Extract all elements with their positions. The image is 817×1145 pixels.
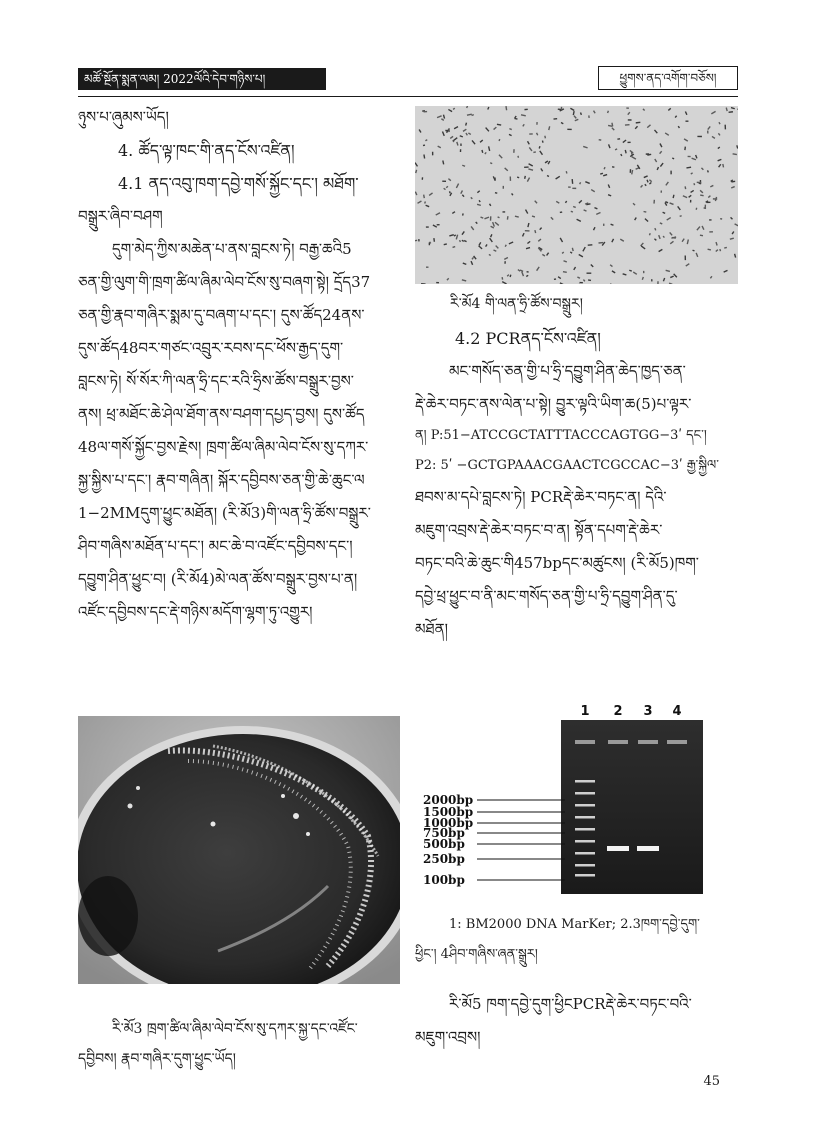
figure5-caption-line1: རི་མོ5 ཁག་དབྱེ་དུག་ཕྱིངPCRརྡེ་ཆེར་བཏང་བའི་ (449, 995, 692, 1013)
marker-label: 750bp (423, 826, 465, 840)
paragraph-culture (78, 233, 400, 629)
gel-electrophoresis-image (415, 700, 738, 900)
subsection-heading-4-2: 4.2 PCRནད་ངོས་འཛིན། (455, 329, 601, 348)
text-line: བཏང་བའི་ཆེ་ཆུང་གི457bpདང་མཚུངས། (རི་མོ5)ཁག་ (415, 554, 699, 572)
text-line: 48ལ་གསོ་སྐྱོང་བྱས་རྗེས། ཁྲག་ཚིལ་ཞིམ་ལེབ་ངོས་སུ་དཀར་ (78, 438, 369, 456)
lane-number-4: 4 (672, 704, 682, 719)
marker-label: 1000bp (423, 816, 474, 830)
text-line: མཐོན། (415, 620, 448, 638)
ladder-band (575, 828, 595, 831)
gel-well (575, 740, 595, 744)
text-line: ཐབས་མ་དཔེ་བླངས་ཏེ། PCRརྡེ་ཆེར་བཏང་ན། དེའི་ (415, 488, 667, 506)
text-line: དུས་ཚོད48བར་གཙང་འབྲུར་རབས་དང་ཕོས་རྒྱད་དུག་ (78, 339, 344, 357)
text-line: ཅན་གྱི་རྣབ་གཞིར་སྨམ་དུ་བཞག་པ་དང་། དུས་ཚོད24ནས་ (78, 306, 365, 324)
figure3-caption-line2: དབྱིབས། རྣབ་གཞིར་དུག་ཕྱུང་ཡོད། (78, 1051, 236, 1067)
figure3-caption (78, 1014, 400, 1074)
bacteria-stain-image (415, 106, 738, 284)
right-column (415, 322, 739, 646)
text-line: དུག་མེད་ཀྱིས་མཆེན་པ་ནས་བླངས་ཏེ། བརྒྱ་ཆའི5 (112, 240, 352, 258)
text-line: བླངས་ཏེ། སོ་སོར་ཀི་ལན་ཧྲི་དང་རའི་ཧྲིས་ཚོས་བསྒྲུར་བྱས་ (78, 372, 354, 390)
section-title-box: ཕྱུགས་ནད་འགོག་བཅོས། (598, 66, 738, 90)
lane-number-1: 1 (580, 704, 590, 719)
ladder-band (575, 864, 595, 867)
ladder-band (575, 840, 595, 843)
figure3-caption-line1: རི་མོ3 ཁྲག་ཚིལ་ཞིམ་ལེབ་ངོས་སུ་དཀར་སྐྱ་དང་འཛོང་ (112, 1021, 358, 1037)
figure5-caption-line2: མཇུག་འབྲས། (415, 1028, 481, 1046)
text-line: ནས། ཕྲ་མཐོང་ཆེ་ཤེལ་ཐོག་ནས་བཤག་དཔྱད་བྱས། དུས་ཚོད (78, 405, 365, 423)
text-line: དབྱེ་ཕྲ་ཕྱུང་བ་ནི་མང་གསོད་ཅན་གྱི་པ་ཧྲི་དབྱུག་ཤིན་དུ་ (415, 587, 678, 605)
subsection-heading-4-1: 4.1 ནད་འབུ་ཁག་དབྱེ་གསོ་སྐྱོང་དང་། མཐོག་ (118, 174, 359, 193)
gel-well (608, 740, 628, 744)
text-line: ཅན་གྱི་ལུག་གི་ཁྲག་ཚིལ་ཞིམ་ལེབ་ངོས་སུ་བཞག་སྟེ། དྲོད37 (78, 273, 371, 291)
text-line: ཤིབ་གཞིས་མཐོན་པ་དང་། མང་ཆེ་བ་འཛོང་དབྱིབས་དང་། (78, 537, 353, 555)
marker-label: 2000bp (423, 793, 474, 807)
lane-number-3: 3 (643, 704, 653, 719)
ladder-band (575, 874, 595, 877)
paragraph-continued: ཉུས་པ་ཞུམས་ཡོད། (78, 108, 169, 126)
primer-line-1: ན། P:51−ATCCGCTATTTACCCAGTGG−3ʹ དང་། (415, 428, 707, 443)
primer-line-2: P2: 5ʹ −GCTGPAAACGAACTCGCCAC−3ʹ རྒྱ་སྐྱིལ་ (415, 458, 719, 473)
text-line: སྐྱ་སྐྱིས་པ་དང་། རྣབ་གཞིན། སྐོར་དབྱིབས་ཅན་གྱི་ཆེ་ཆུང་ལ (78, 471, 365, 489)
petri-dish-image (78, 716, 400, 984)
text-line: མང་གསོད་ཅན་གྱི་པ་ཧྲི་དབྱུག་ཤིན་ཆེད་ཁྱད་ཅན་ (449, 362, 686, 380)
gel-well (667, 740, 687, 744)
figure5-gel (415, 700, 738, 900)
figure4-microscopy-photo (415, 106, 738, 284)
ladder-band (575, 780, 595, 783)
sample-band-lane-2 (607, 846, 629, 851)
ladder-band (575, 804, 595, 807)
sample-band-lane-3 (637, 846, 659, 851)
gel-background (561, 720, 703, 894)
text-line: འཛོང་དབྱིབས་དང་རྡེ་གཉིས་མདོག་ལྷག་ཏུ་འགྱུར། (78, 603, 313, 621)
section-heading-4: 4. ཚོད་ལྟ་ཁང་གི་ནད་ངོས་འཛིན། (118, 141, 295, 160)
figure5-caption (415, 988, 739, 1054)
lane-number-2: 2 (613, 704, 623, 719)
left-column (78, 101, 400, 629)
marker-label: 100bp (423, 873, 465, 887)
figure5-legend (415, 910, 739, 970)
text-line: མཇུག་འབྲས་རྡེ་ཆེར་བཏང་བ་ན། སྟོན་དཔག་རྡེ་ཆེར་ (415, 521, 663, 539)
figure3-plate-photo (78, 716, 400, 984)
figure5-legend-line1: 1: BM2000 DNA MarKer; 2.3ཁག་དབྱེ་དུག་ (449, 917, 700, 932)
text-line: དབྱུག་ཤིན་ཕྱུང་བ། (རི་མོ4)མེ་ལན་ཚོས་བསྒྲུར་བྱས་པ་ན། (78, 570, 358, 588)
gel-well (638, 740, 658, 744)
page-number: 45 (703, 1074, 720, 1089)
marker-label: 250bp (423, 852, 465, 866)
marker-label: 500bp (423, 837, 465, 851)
ladder-band (575, 792, 595, 795)
figure5-legend-line2: ཕྱིང་། 4ཤིབ་གཞིས་ཞན་སྒྲུར། (415, 947, 538, 962)
subsection-heading-4-1-cont: བསྒྲུར་ཞིབ་བཤག (78, 207, 163, 225)
text-line: རྡེ་ཆེར་བཏང་ནས་ལེན་པ་སྟེ། བྱུར་ལྟའི་ཡིག་ཆ(5)པ་ལྟར་ (415, 395, 692, 413)
figure4-caption: རི་མོ4 གི་ལན་ཧྲི་ཚོས་བསྒྲུར། (450, 296, 583, 312)
ladder-band (575, 852, 595, 855)
ladder-band (575, 816, 595, 819)
marker-label: 1500bp (423, 805, 474, 819)
journal-title-banner: མཚོ་སྔོན་སྨན་ལམ། 2022ལོའི་དེབ་གཉིས་པ། (78, 68, 326, 90)
header-rule (78, 96, 738, 97)
text-line: 1−2MMདུག་ཕྱུང་མཐོན། (རི་མོ3)གི་ལན་ཧྲི་ཚོས་བསྒྲུར་ (78, 504, 371, 522)
